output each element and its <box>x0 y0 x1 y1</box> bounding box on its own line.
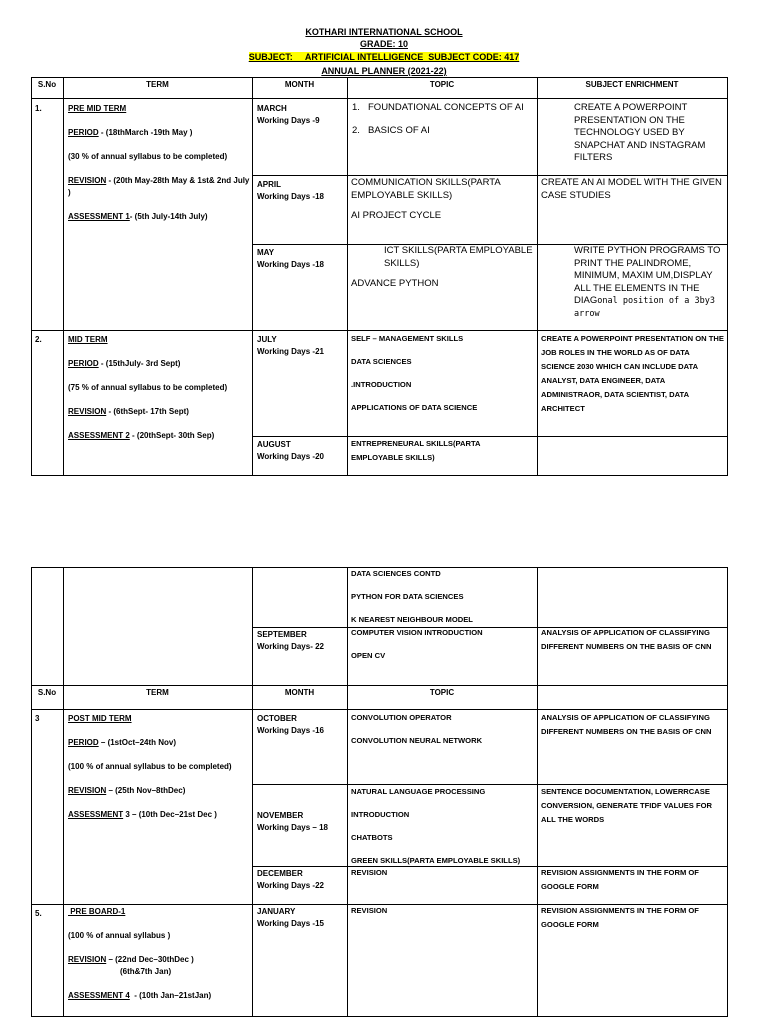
term3-title: POST MID TERM <box>68 714 132 723</box>
august-topic: ENTREPRENEURAL SKILLS(PARTA EMPLOYABLE SKILLS) <box>351 439 481 462</box>
col-month: MONTH <box>284 80 315 89</box>
september-topic-1: COMPUTER VISION INTRODUCTION <box>351 628 483 637</box>
may-enrichment: WRITE PYTHON PROGRAMS TO PRINT THE PALINDROME, MINIMUM, MAXIM UM,DISPLAY ALL THE ELEMENTS IN THE DIAGonal position of a 3by3 arrow <box>574 245 721 319</box>
term5-cell <box>68 906 250 1002</box>
may-topic-1: ICT SKILLS(PARTA EMPLOYABLE SKILLS) <box>384 245 533 269</box>
term1-sno: 1. <box>35 104 42 113</box>
july-topic-3: .INTRODUCTION <box>351 380 412 389</box>
term1-cell <box>68 103 250 223</box>
col-topic-2: TOPIC <box>429 688 455 697</box>
term3-revision: REVISION – (25th Nov–8thDec) <box>68 786 186 795</box>
cont-topic-2: PYTHON FOR DATA SCIENCES <box>351 592 464 601</box>
october-topic-1: CONVOLUTION OPERATOR <box>351 713 452 722</box>
july-days: Working Days -21 <box>257 347 324 356</box>
term3-cell <box>68 713 243 821</box>
term2-syllabus: (75 % of annual syllabus to be completed) <box>68 383 228 392</box>
january-enrichment: REVISION ASSIGNMENTS IN THE FORM OF GOOGLE FORM <box>541 906 699 929</box>
term5-revision-2: (6th&7th Jan) <box>120 967 172 976</box>
december-month: DECEMBER <box>257 869 303 878</box>
may-month: MAY <box>257 248 275 257</box>
august-month: AUGUST <box>257 440 291 449</box>
april-month: APRIL <box>257 180 281 189</box>
july-enrichment: CREATE A POWERPOINT PRESENTATION ON THE JOB ROLES IN THE WORLD AS OF DATA SCIENCE 2030 WHICH CAN INCLUDE DATA ANALYST, DATA ENGINEER, DATA ADMINISTRAOR, DATA SCIENTIST, DATA ARCHITECT <box>541 334 724 413</box>
col-term-2: TERM <box>146 688 169 697</box>
november-topic-4: GREEN SKILLS(PARTA EMPLOYABLE SKILLS) <box>351 856 521 865</box>
april-enrichment: CREATE AN AI MODEL WITH THE GIVEN CASE STUDIES <box>541 177 722 201</box>
term3-syllabus: (100 % of annual syllabus to be completed) <box>68 762 232 771</box>
may-topic-cell <box>351 245 535 291</box>
cont-topic-1: DATA SCIENCES CONTD <box>351 569 441 578</box>
september-days: Working Days- 22 <box>257 642 324 651</box>
march-enrichment: CREATE A POWERPOINT PRESENTATION ON THE TECHNOLOGY USED BY SNAPCHAT AND INSTAGRAM FILTERS <box>574 102 706 163</box>
july-topic-2: DATA SCIENCES <box>351 357 412 366</box>
november-month: NOVEMBER <box>257 811 304 820</box>
may-topic-2: ADVANCE PYTHON <box>351 278 439 289</box>
col-term: TERM <box>146 80 169 89</box>
october-month: OCTOBER <box>257 714 297 723</box>
term1-syllabus: (30 % of annual syllabus to be completed) <box>68 152 228 161</box>
september-enrichment: ANALYSIS OF APPLICATION OF CLASSIFYING DIFFERENT NUMBERS ON THE BASIS OF CNN <box>541 628 712 651</box>
term5-title: PRE BOARD-1 <box>68 907 126 916</box>
november-month-cell <box>257 810 345 834</box>
march-topic-1: FOUNDATIONAL CONCEPTS OF AI <box>368 102 524 113</box>
september-topic-2: OPEN CV <box>351 651 386 660</box>
november-topic-3: CHATBOTS <box>351 833 393 842</box>
october-days: Working Days -16 <box>257 726 324 735</box>
col-topic: TOPIC <box>429 80 455 89</box>
march-days: Working Days -9 <box>257 116 320 125</box>
july-topic-cell <box>351 332 535 415</box>
december-topic: REVISION <box>351 868 388 877</box>
col-sno-2: S.No <box>37 688 57 697</box>
november-topic-cell <box>351 785 535 868</box>
november-topic-2: INTRODUCTION <box>351 810 410 819</box>
term1-revision: REVISION - (20th May-28th May & 1st& 2nd July ) <box>68 176 250 197</box>
subject-heading: SUBJECT: ARTIFICIAL INTELLIGENCE SUBJECT CODE: 417 <box>248 52 520 62</box>
term5-revision: REVISION – (22nd Dec–30thDec ) <box>68 955 194 964</box>
term2-sno: 2. <box>35 335 42 344</box>
term2-period: PERIOD - (15thJuly- 3rd Sept) <box>68 359 181 368</box>
january-month: JANUARY <box>257 907 296 916</box>
term3-sno: 3 <box>35 714 40 723</box>
may-month-cell <box>257 247 345 271</box>
term2-revision: REVISION - (6thSept- 17th Sept) <box>68 407 189 416</box>
term2-title: MID TERM <box>68 335 108 344</box>
march-topic-cell: 1. FOUNDATIONAL CONCEPTS OF AI 2. BASICS OF AI <box>352 102 534 137</box>
november-topic-1: NATURAL LANGUAGE PROCESSING <box>351 787 486 796</box>
planner-heading: ANNUAL PLANNER (2021-22) <box>321 66 447 76</box>
term1-period: PERIOD - (18thMarch -19th May ) <box>68 128 193 137</box>
march-month-cell <box>257 103 345 127</box>
term2-assessment: ASSESSMENT 2 - (20thSept- 30th Sep) <box>68 431 215 440</box>
col-enrichment: SUBJECT ENRICHMENT <box>585 80 679 89</box>
term2-cell <box>68 334 250 442</box>
grade-heading: GRADE: 10 <box>359 39 408 49</box>
term5-syllabus: (100 % of annual syllabus ) <box>68 931 171 940</box>
july-topic-1: SELF – MANAGEMENT SKILLS <box>351 334 464 343</box>
term5-assessment: ASSESSMENT 4 - (10th Jan–21stJan) <box>68 991 212 1000</box>
april-topic-cell <box>351 177 535 223</box>
april-month-cell <box>257 179 345 203</box>
march-topic-2: BASICS OF AI <box>368 124 430 136</box>
september-month: SEPTEMBER <box>257 630 307 639</box>
january-days: Working Days -15 <box>257 919 324 928</box>
december-enrichment: REVISION ASSIGNMENTS IN THE FORM OF GOOGLE FORM <box>541 868 699 891</box>
cont-topic-3: K NEAREST NEIGHBOUR MODEL <box>351 615 473 624</box>
may-days: Working Days -18 <box>257 260 324 269</box>
september-month-cell <box>257 629 345 653</box>
october-enrichment: ANALYSIS OF APPLICATION OF CLASSIFYING DIFFERENT NUMBERS ON THE BASIS OF CNN <box>541 713 712 736</box>
december-month-cell <box>257 868 345 892</box>
april-topic-2: AI PROJECT CYCLE <box>351 210 442 221</box>
july-topic-4: APPLICATIONS OF DATA SCIENCE <box>351 403 478 412</box>
august-days: Working Days -20 <box>257 452 324 461</box>
january-topic: REVISION <box>351 906 388 915</box>
term1-assessment: ASSESSMENT 1- (5th July-14th July) <box>68 212 208 221</box>
term3-period: PERIOD – (1stOct–24th Nov) <box>68 738 177 747</box>
november-days: Working Days – 18 <box>257 823 328 832</box>
november-enrichment: SENTENCE DOCUMENTATION, LOWERRCASE CONVERSION, GENERATE TFIDF VALUES FOR ALL THE WORDS <box>541 787 713 824</box>
april-days: Working Days -18 <box>257 192 324 201</box>
col-sno: S.No <box>37 80 57 89</box>
term3-assessment: ASSESSMENT 3 – (10th Dec–21st Dec ) <box>68 810 217 819</box>
cont-topic-cell <box>351 567 535 627</box>
july-month: JULY <box>257 335 277 344</box>
december-days: Working Days -22 <box>257 881 324 890</box>
col-month-2: MONTH <box>284 688 315 697</box>
school-name: KOTHARI INTERNATIONAL SCHOOL <box>305 27 463 37</box>
term5-sno: 5. <box>35 909 42 918</box>
august-month-cell <box>257 439 345 463</box>
march-month: MARCH <box>257 104 287 113</box>
october-topic-cell <box>351 711 535 748</box>
january-month-cell <box>257 906 345 930</box>
october-topic-2: CONVOLUTION NEURAL NETWORK <box>351 736 483 745</box>
april-topic-1: COMMUNICATION SKILLS(PARTA EMPLOYABLE SKILLS) <box>351 177 501 201</box>
july-month-cell <box>257 334 345 358</box>
september-topic-cell <box>351 626 535 663</box>
term1-title: PRE MID TERM <box>68 104 127 113</box>
october-month-cell <box>257 713 345 737</box>
